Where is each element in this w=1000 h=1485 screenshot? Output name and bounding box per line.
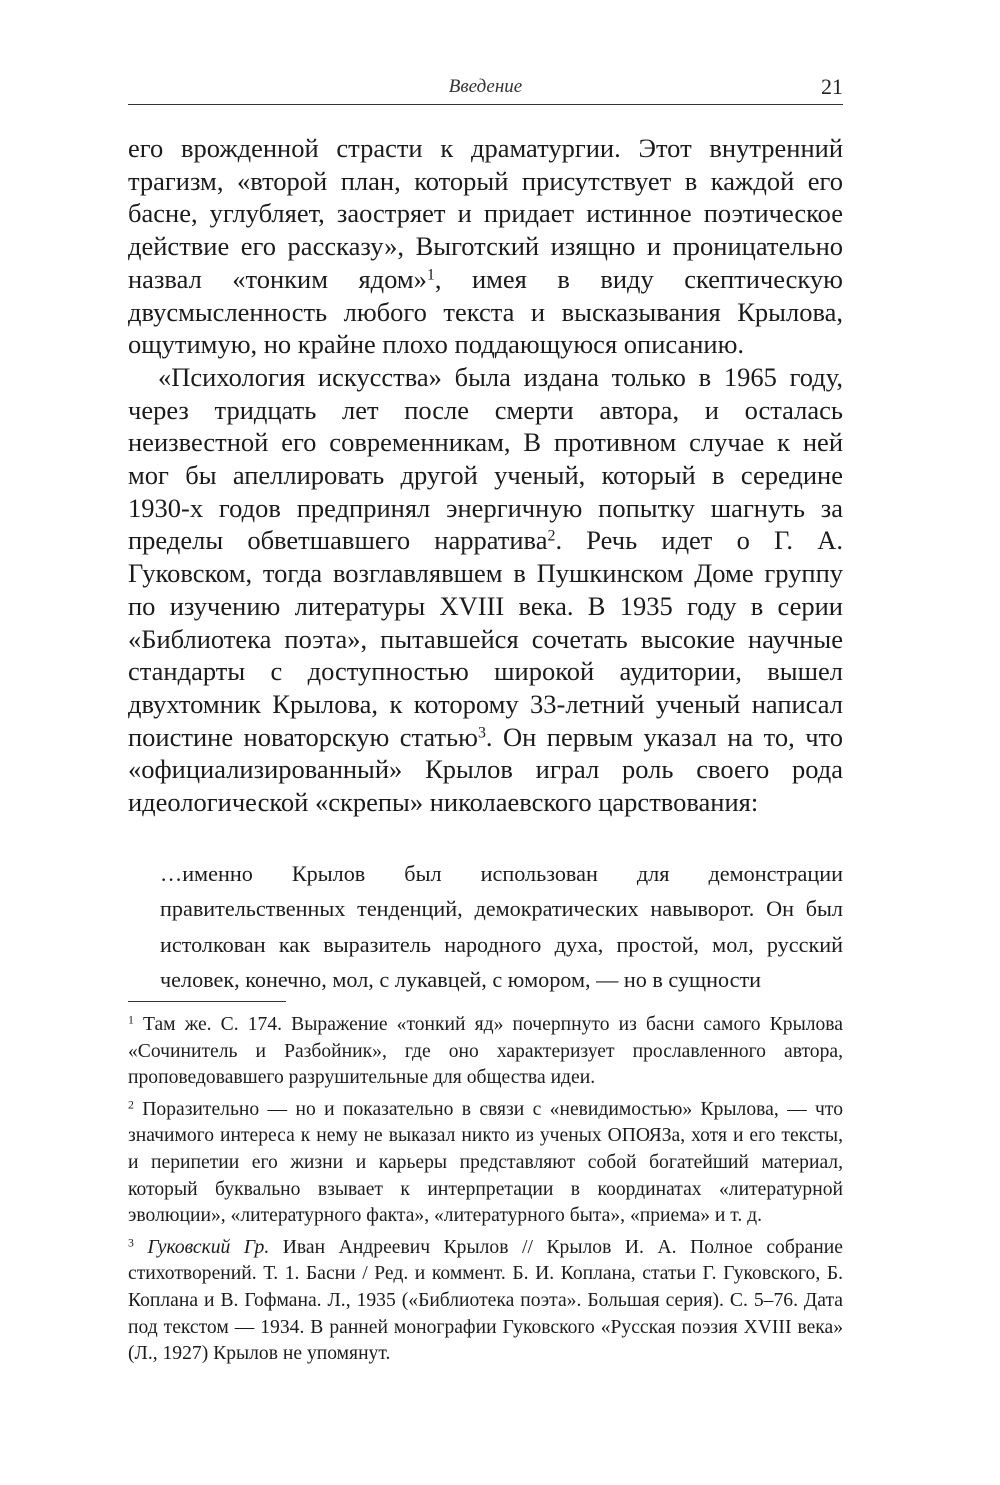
main-text <box>128 132 843 819</box>
footnote-marker: 2 <box>128 1098 134 1112</box>
footnote-marker: 3 <box>128 1236 134 1250</box>
paragraph-1-text-a: его врожденной страсти к драматургии. Этот внутренний трагизм, «второй план, который присутствует в каждой его басне, углубляет, заостряет и придает истинное поэтическое действие его рассказу», Выготский изящно и проницательно назвал «тонким ядом» <box>128 133 843 294</box>
page-number: 21 <box>821 74 843 99</box>
paragraph-2 <box>128 361 843 819</box>
paragraph-2-text-c: . Он первым указал на то, что «официализированный» Крылов играл роль своего рода идеологической «скрепы» николаевского царствования: <box>128 721 843 818</box>
footnote-ref-3: 3 <box>477 723 486 741</box>
paragraph-1-text-b: , имея в виду скептическую двусмысленность любого текста и высказывания Крылова, ощутимую, но крайне плохо поддающуюся описанию. <box>128 263 843 360</box>
running-head: Введение <box>448 76 523 97</box>
paragraph-1 <box>128 132 843 361</box>
footnote-ref-1: 1 <box>426 266 435 284</box>
paragraph-2-text-b: . Речь идет о Г. А. Гуковском, тогда возглавлявшем в Пушкинском Доме группу по изучению литературы XVIII века. В 1935 году в серии «Библиотека поэта», пытавшейся сочетать высокие научные стандарты с доступностью широкой аудитории, вышел двухтомник Крылова, к которому 33-летний ученый написал поистине новаторскую статью <box>128 525 843 752</box>
footnote-text: Поразительно — но и показательно в связи с «невидимостью» Крылова, — что значимого интереса к нему не выказал никто из ученых ОПОЯЗа, хотя и его тексты, и перипетии его жизни и карьеры представляют собой богатейший материал, который буквально взывает к интерпретации в координатах «литературной эволюции», «литературного факта», «литературного быта», «приема» и т. д. <box>128 1098 843 1227</box>
footnote-divider <box>128 1001 286 1002</box>
footnote-2 <box>128 1097 843 1230</box>
footnote-ref-2: 2 <box>547 527 556 545</box>
footnote-3 <box>128 1235 843 1368</box>
footnotes <box>128 1012 843 1373</box>
paragraph-2-text-a: «Психология искусства» была издана только в 1965 году, через тридцать лет после смерти автора, и осталась неизвестной его современникам, В противном случае к ней мог бы апеллировать другой ученый, который в середине 1930-х годов предпринял энергичную попытку шагнуть за пределы обветшавшего нарратива <box>128 361 843 556</box>
footnote-1 <box>128 1012 843 1092</box>
page-header <box>128 72 843 105</box>
footnote-author: Гуковский Гр. <box>147 1236 270 1258</box>
footnote-text: Там же. С. 174. Выражение «тонкий яд» почерпнуто из басни самого Крылова «Сочинитель и Разбойник», где оно характеризует прославленного автора, проповедовавшего разрушительные для общества идеи. <box>128 1014 843 1089</box>
footnote-marker: 1 <box>128 1013 134 1027</box>
footnote-text: Иван Андреевич Крылов // Крылов И. А. Полное собрание стихотворений. Т. 1. Басни / Ред. и коммент. Б. И. Коплана, статьи Г. Гуковского, Б. Коплана и В. Гофмана. Л., 1935 («Библиотека поэта». Большая серия). С. 5–76. Дата под текстом — 1934. В ранней монографии Гуковского «Русская поэзия XVIII века» (Л., 1927) Крылов не упомянут. <box>128 1236 843 1365</box>
block-quote: …именно Крылов был использован для демонстрации правительственных тенденций, демократических навыворот. Он был истолкован как выразитель народного духа, простой, мол, русский человек, конечно, мол, с лукавцей, с юмором, — но в сущности <box>160 861 843 992</box>
